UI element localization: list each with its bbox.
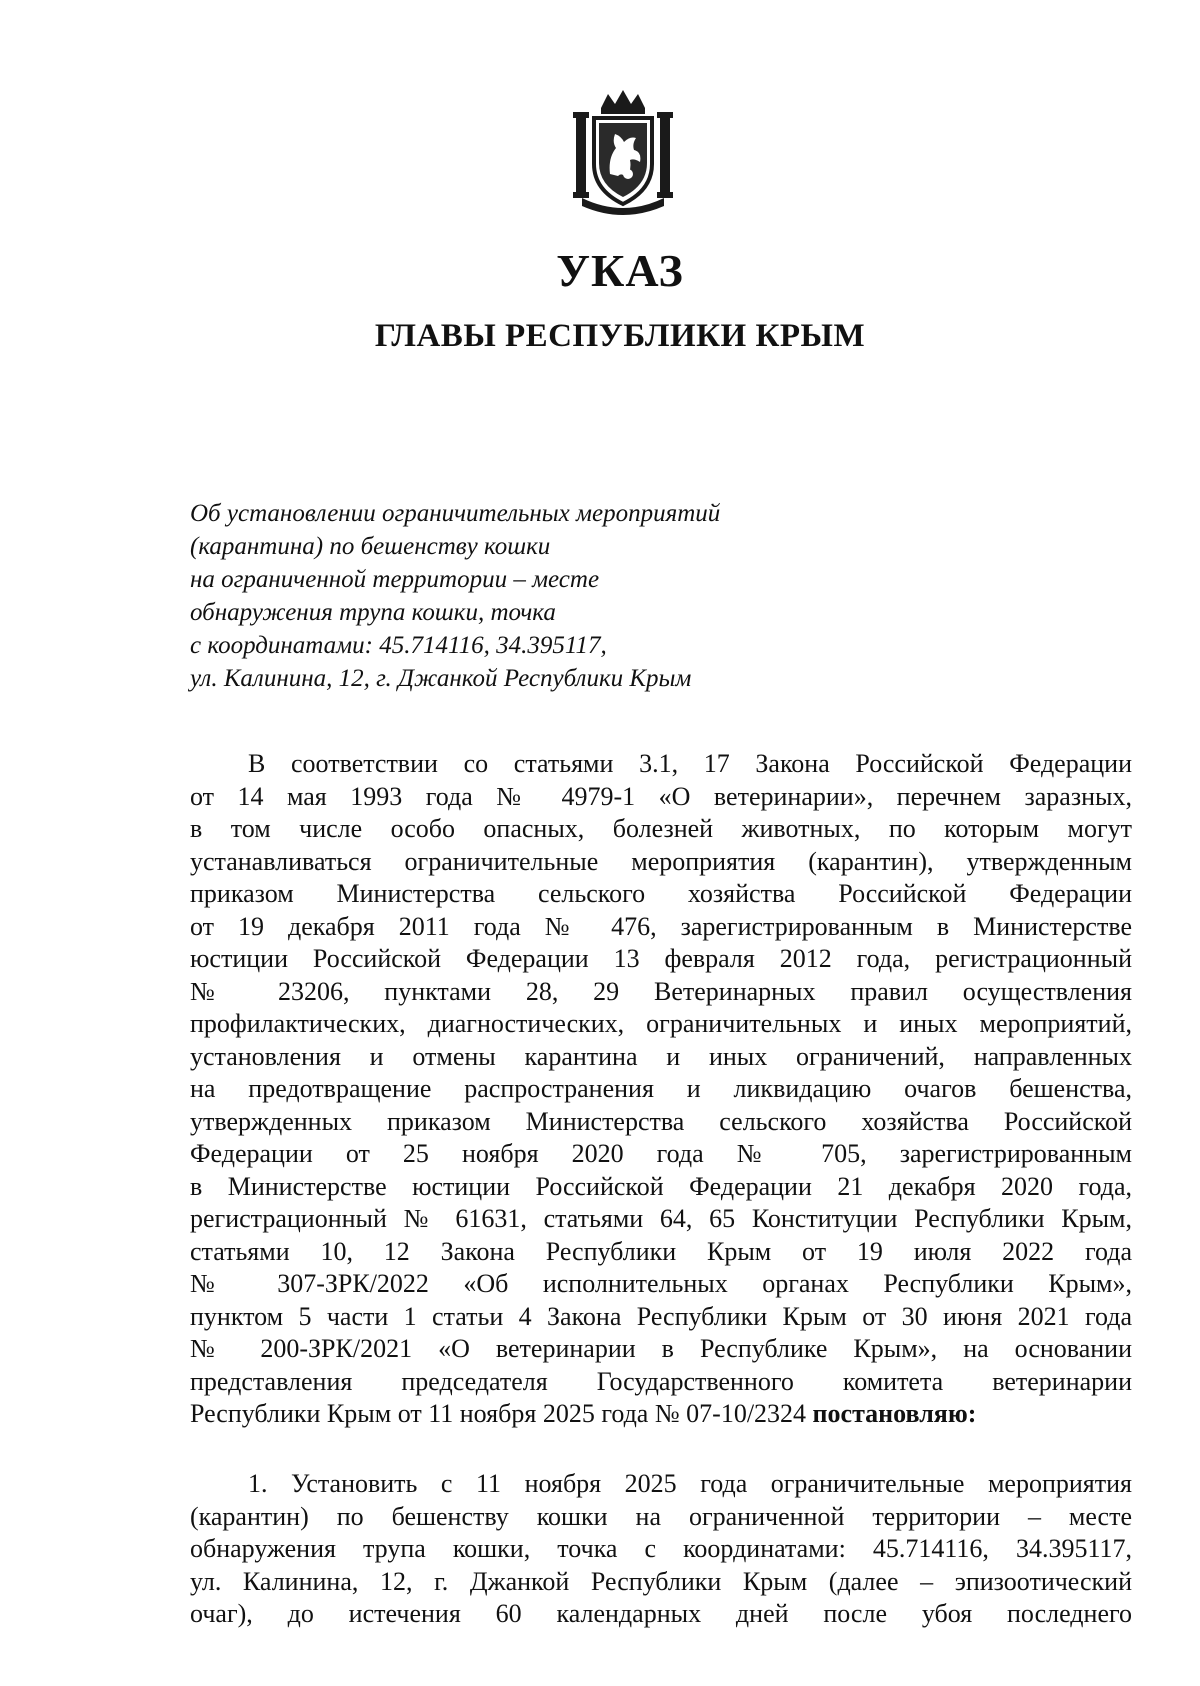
paragraph-line: Федерации от 25 ноября 2020 года № 705, зарегистрированным	[190, 1139, 1132, 1168]
paragraph-line: представления председателя Государственного комитета ветеринарии	[190, 1366, 1132, 1396]
subject-line: на ограниченной территории – месте	[190, 566, 600, 593]
paragraph-line: пунктом 5 части 1 статьи 4 Закона Республики Крым от 30 июня 2021 года	[190, 1301, 1132, 1331]
document-title: УКАЗ	[556, 245, 684, 296]
paragraph-line: в том числе особо опасных, болезней животных, по которым могут	[190, 814, 1132, 843]
paragraph-line: 1. Установить с 11 ноября 2025 года ограничительные мероприятия	[248, 1469, 1132, 1498]
crimea-coat-of-arms-icon	[568, 86, 678, 216]
paragraph-line: утвержденных приказом Министерства сельского хозяйства Российской	[190, 1106, 1132, 1136]
paragraph-line: приказом Министерства сельского хозяйства Российской Федерации	[190, 879, 1132, 908]
paragraph-line: от 19 декабря 2011 года № 476, зарегистрированным в Министерстве	[190, 911, 1132, 941]
paragraph-line: № 23206, пунктами 28, 29 Ветеринарных правил осуществления	[190, 976, 1132, 1006]
paragraph-line: очаг), до истечения 60 календарных дней после убоя последнего	[190, 1599, 1132, 1628]
paragraph-line: юстиции Российской Федерации 13 февраля 2012 года, регистрационный	[190, 944, 1132, 973]
document-subtitle: ГЛАВЫ РЕСПУБЛИКИ КРЫМ	[374, 318, 866, 354]
subject-line: с координатами: 45.714116, 34.395117,	[190, 632, 607, 659]
paragraph-last-line	[190, 1398, 1132, 1431]
resolution-keyword: постановляю:	[812, 1399, 977, 1428]
paragraph-line: профилактических, диагностических, ограничительных и иных мероприятий,	[190, 1009, 1132, 1038]
clause-1-paragraph	[190, 1468, 1132, 1631]
paragraph-line: № 307-ЗРК/2022 «Об исполнительных органах Республики Крым»,	[190, 1269, 1132, 1298]
paragraph-line: статьями 10, 12 Закона Республики Крым от 19 июля 2022 года	[190, 1236, 1132, 1266]
subject-line: (карантина) по бешенству кошки	[190, 533, 551, 560]
paragraph-line: ул. Калинина, 12, г. Джанкой Республики Крым (далее – эпизоотический	[190, 1566, 1132, 1596]
paragraph-line: в Министерстве юстиции Российской Федерации 21 декабря 2020 года,	[190, 1171, 1132, 1201]
preamble-paragraph	[190, 748, 1132, 1431]
paragraph-line-text: Республики Крым от 11 ноября 2025 года № 07-10/2324	[190, 1399, 813, 1428]
document-subject	[190, 497, 890, 695]
paragraph-line: на предотвращение распространения и ликвидацию очагов бешенства,	[190, 1074, 1132, 1103]
paragraph-line: от 14 мая 1993 года № 4979-1 «О ветеринарии», перечнем заразных,	[190, 781, 1132, 811]
paragraph-line: устанавливаться ограничительные мероприятия (карантин), утвержденным	[190, 846, 1132, 876]
subject-line: Об установлении ограничительных мероприятий	[190, 500, 721, 527]
paragraph-line: регистрационный № 61631, статьями 64, 65 Конституции Республики Крым,	[190, 1204, 1132, 1233]
paragraph-line: (карантин) по бешенству кошки на ограниченной территории – месте	[190, 1501, 1132, 1531]
subject-line: ул. Калинина, 12, г. Джанкой Республики Крым	[190, 665, 692, 692]
subject-line: обнаружения трупа кошки, точка	[190, 599, 556, 626]
paragraph-line: установления и отмены карантина и иных ограничений, направленных	[190, 1041, 1132, 1071]
paragraph-line: В соответствии со статьями 3.1, 17 Закона Российской Федерации	[248, 749, 1132, 778]
paragraph-line: № 200-ЗРК/2021 «О ветеринарии в Республике Крым», на основании	[190, 1334, 1132, 1363]
paragraph-line: обнаружения трупа кошки, точка с координатами: 45.714116, 34.395117,	[190, 1534, 1132, 1563]
